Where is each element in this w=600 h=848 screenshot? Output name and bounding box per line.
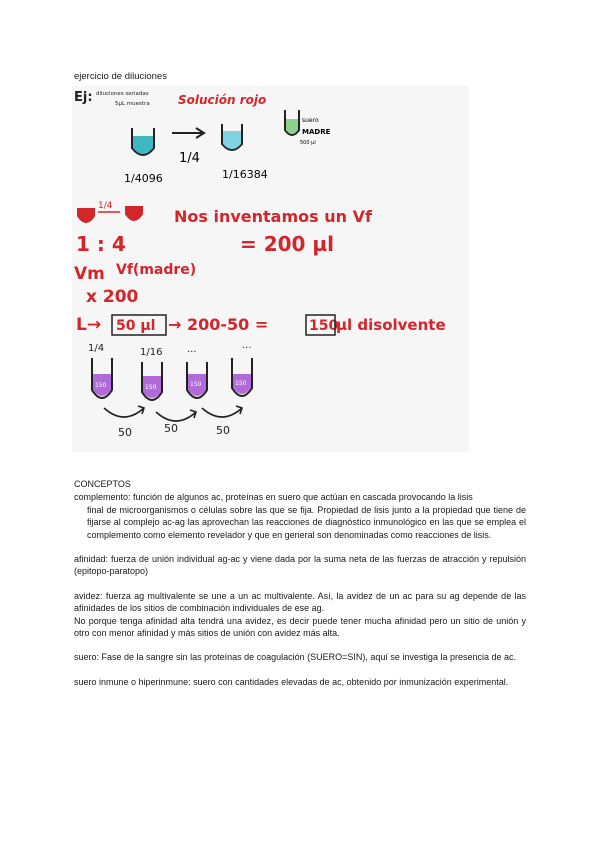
ratio-text: 1 : 4 <box>76 232 126 256</box>
concept-complemento-rest: final de microorganismos o células sobre las que se fija. Propiedad de lisis junto a la propiedad que tiene de fijarse al complejo ac-ag las aprovechan las reacciones de diagnóstico inmunológico en las que se emplea el complemento como elemento revelador y que en general son denominadas como reacciones de lisis. <box>87 504 526 540</box>
purple-label-1: 1/4 <box>88 343 105 354</box>
transfer-arrow-3-icon <box>202 406 242 417</box>
purple-label-4: ... <box>242 340 252 351</box>
concept-complemento-first: complemento: función de algunos ac, proteínas en suero que actúan en cascada provocando la lisis <box>74 492 473 503</box>
svg-text:150: 150 <box>95 382 107 389</box>
equals-text: = 200 µl <box>240 232 335 256</box>
serum-tube <box>285 110 299 135</box>
vm-text: Vm <box>74 264 105 284</box>
step-result-unit: µl disolvente <box>336 316 446 334</box>
tube1-fraction: 1/4096 <box>124 172 163 185</box>
concept-avidez-rest: No porque tenga afinidad alta tendrá una avidez, es decir puede tener mucha afinidad pero un sitio de unión y otro con menor afinidad y más sitios de unión con avidez más alta. <box>74 615 526 639</box>
transfer-arrow-2-icon <box>156 410 196 421</box>
transfer-label-1: 50 <box>118 426 132 439</box>
concept-suero: suero: Fase de la sangre sin las proteínas de coagulación (SUERO=SIN), aquí se investiga la presencia de ac. <box>74 652 516 663</box>
x200-text: x 200 <box>86 287 139 307</box>
concept-avidez-first: avidez: fuerza ag multivalente se une a un ac multivalente. Así, la avidez de un ac para su ag depende de las afinidades de los sitios de combinación individuales de ese ag. <box>74 590 526 614</box>
red-tube-left <box>78 208 94 222</box>
transfer-label-3: 50 <box>216 424 230 437</box>
svg-text:150: 150 <box>190 381 202 388</box>
transfer-arrow-1-icon <box>104 406 144 417</box>
step-result-value: 150 <box>309 318 339 334</box>
step-boxed-value: 50 µl <box>116 318 156 334</box>
red-ratio: 1/4 <box>98 201 113 211</box>
tube-1 <box>132 128 154 155</box>
purple-tube-4 <box>232 358 252 396</box>
concepts-section <box>74 478 526 688</box>
purple-tube-2 <box>142 362 162 400</box>
arrow-icon <box>172 128 204 138</box>
arrow-fraction: 1/4 <box>179 151 200 166</box>
note-line2: 5µL muestra <box>115 101 150 107</box>
serum-line3: 500 µl <box>300 140 316 146</box>
tube-2 <box>222 124 242 150</box>
note-line1: diluciones seriadas <box>96 91 149 97</box>
serum-line2: MADRE <box>302 128 331 136</box>
concept-afinidad: afinidad: fuerza de unión individual ag-ac y viene dada por la suma neta de las fuerzas de atracción y repulsión (epitopo-paratopo) <box>74 554 526 577</box>
solution-title: Solución rojo <box>178 93 267 107</box>
transfer-label-2: 50 <box>164 422 178 435</box>
purple-label-2: 1/16 <box>140 347 163 358</box>
tube2-fraction: 1/16384 <box>222 168 268 181</box>
purple-label-3: ... <box>187 344 197 355</box>
ej-label: Ej: <box>74 90 93 105</box>
step-arrow-text: → 200-50 = <box>168 315 269 334</box>
step-prefix: L→ <box>76 315 102 335</box>
invent-text: Nos inventamos un Vf <box>174 207 372 226</box>
document-heading: ejercicio de diluciones <box>74 71 167 82</box>
svg-text:150: 150 <box>145 384 157 391</box>
vf-text: Vf(madre) <box>116 262 197 278</box>
red-tube-right <box>126 206 142 220</box>
purple-tube-1 <box>92 358 112 398</box>
purple-tube-3 <box>187 362 207 398</box>
handwritten-dilution-figure <box>72 86 469 452</box>
concept-suero-inmune: suero inmune o hiperinmune: suero con cantidades elevadas de ac, obtenido por inmunización experimental. <box>74 676 509 687</box>
svg-text:150: 150 <box>235 380 247 387</box>
concepts-title: CONCEPTOS <box>74 479 131 489</box>
dilution-sketch <box>72 86 469 452</box>
serum-line1: suero <box>302 117 319 124</box>
